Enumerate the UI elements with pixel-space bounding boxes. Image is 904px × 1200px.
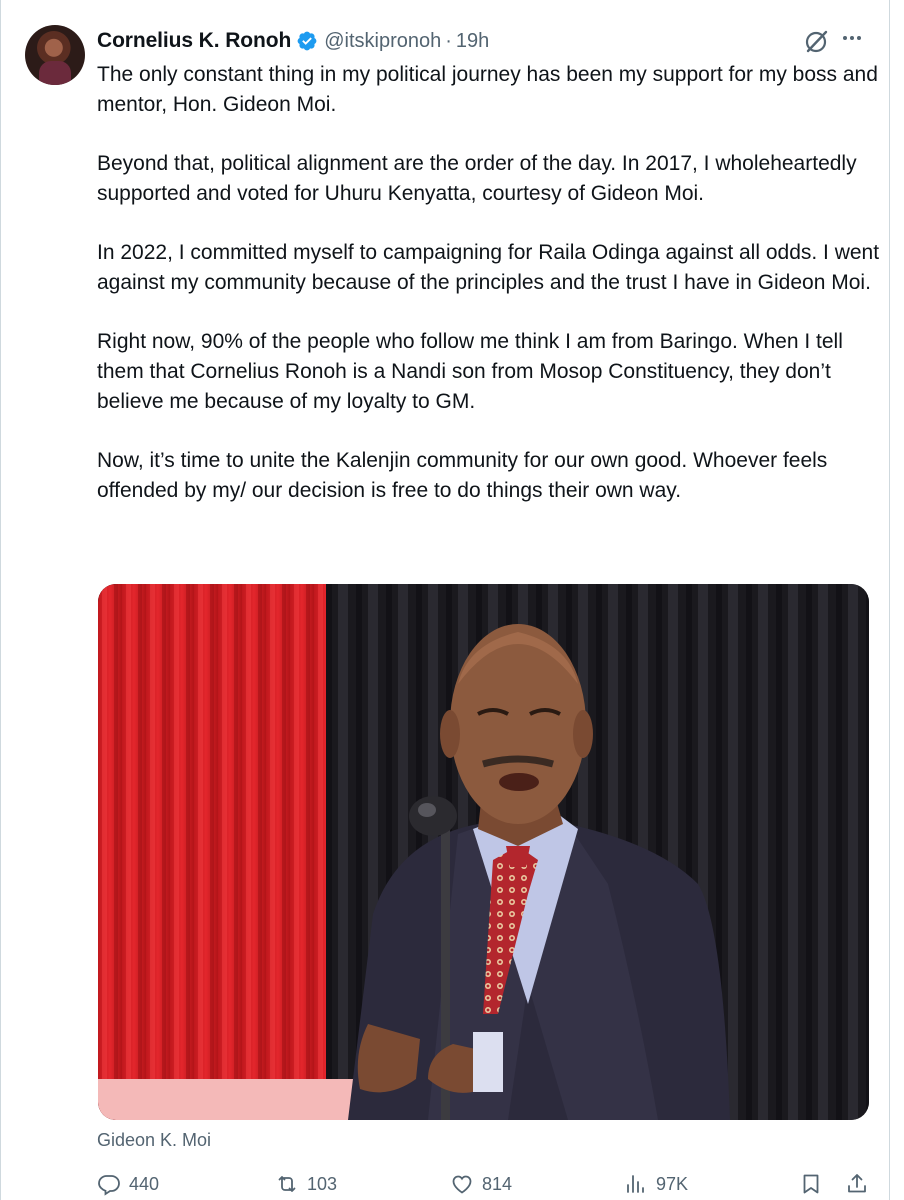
grok-icon[interactable] bbox=[802, 28, 830, 56]
timeline-border-left bbox=[0, 0, 1, 1200]
repost-icon bbox=[275, 1172, 299, 1196]
photo-illustration bbox=[98, 584, 869, 1120]
reply-count: 440 bbox=[129, 1173, 160, 1194]
analytics-icon bbox=[624, 1172, 648, 1196]
verified-badge-icon[interactable] bbox=[296, 30, 318, 52]
header-separator: · bbox=[445, 29, 452, 52]
views-count: 97K bbox=[656, 1173, 689, 1194]
bookmark-button[interactable] bbox=[799, 1172, 823, 1196]
views-button[interactable] bbox=[624, 1172, 688, 1196]
like-button[interactable] bbox=[450, 1172, 512, 1196]
author-name[interactable]: Cornelius K. Ronoh bbox=[97, 29, 292, 52]
more-options-icon[interactable] bbox=[843, 36, 861, 40]
repost-count: 103 bbox=[307, 1173, 338, 1194]
tweet-photo[interactable] bbox=[98, 584, 869, 1120]
reply-icon bbox=[97, 1172, 121, 1196]
bookmark-icon bbox=[799, 1172, 823, 1196]
tweet-timestamp[interactable]: 19h bbox=[455, 29, 490, 52]
tweet-header bbox=[97, 26, 489, 56]
tweet-action-bar bbox=[0, 1168, 904, 1200]
share-icon bbox=[845, 1172, 869, 1196]
photo-caption: Gideon K. Moi bbox=[97, 1130, 212, 1150]
author-handle[interactable]: @itskipronoh bbox=[324, 29, 442, 52]
repost-button[interactable] bbox=[275, 1172, 337, 1196]
timeline-border-right bbox=[889, 0, 890, 1200]
share-button[interactable] bbox=[845, 1172, 869, 1196]
tweet-body-text: The only constant thing in my political journey has been my support for my boss and mentor, Hon. Gideon Moi. Beyond that, political alignment are the order of the day. In 2017, I wholeheartedly supported and voted for Uhuru Kenyatta, courtesy of Gideon Moi. In 2022, I committed myself to campaigning for Raila Odinga against all odds. I went against my community because of the principles and the trust I have in Gideon Moi. Right now, 90% of the people who follow me think I am from Baringo. When I tell them that Cornelius Ronoh is a Nandi son from Mosop Constituency, they don’t believe me because of my loyalty to GM. Now, it’s time to unite the Kalenjin community for our own good. Whoever feels offended by my/ our decision is free to do things their own way. bbox=[97, 63, 880, 502]
like-count: 814 bbox=[482, 1173, 513, 1194]
heart-icon bbox=[450, 1172, 474, 1196]
reply-button[interactable] bbox=[97, 1172, 159, 1196]
author-avatar[interactable] bbox=[25, 25, 85, 85]
